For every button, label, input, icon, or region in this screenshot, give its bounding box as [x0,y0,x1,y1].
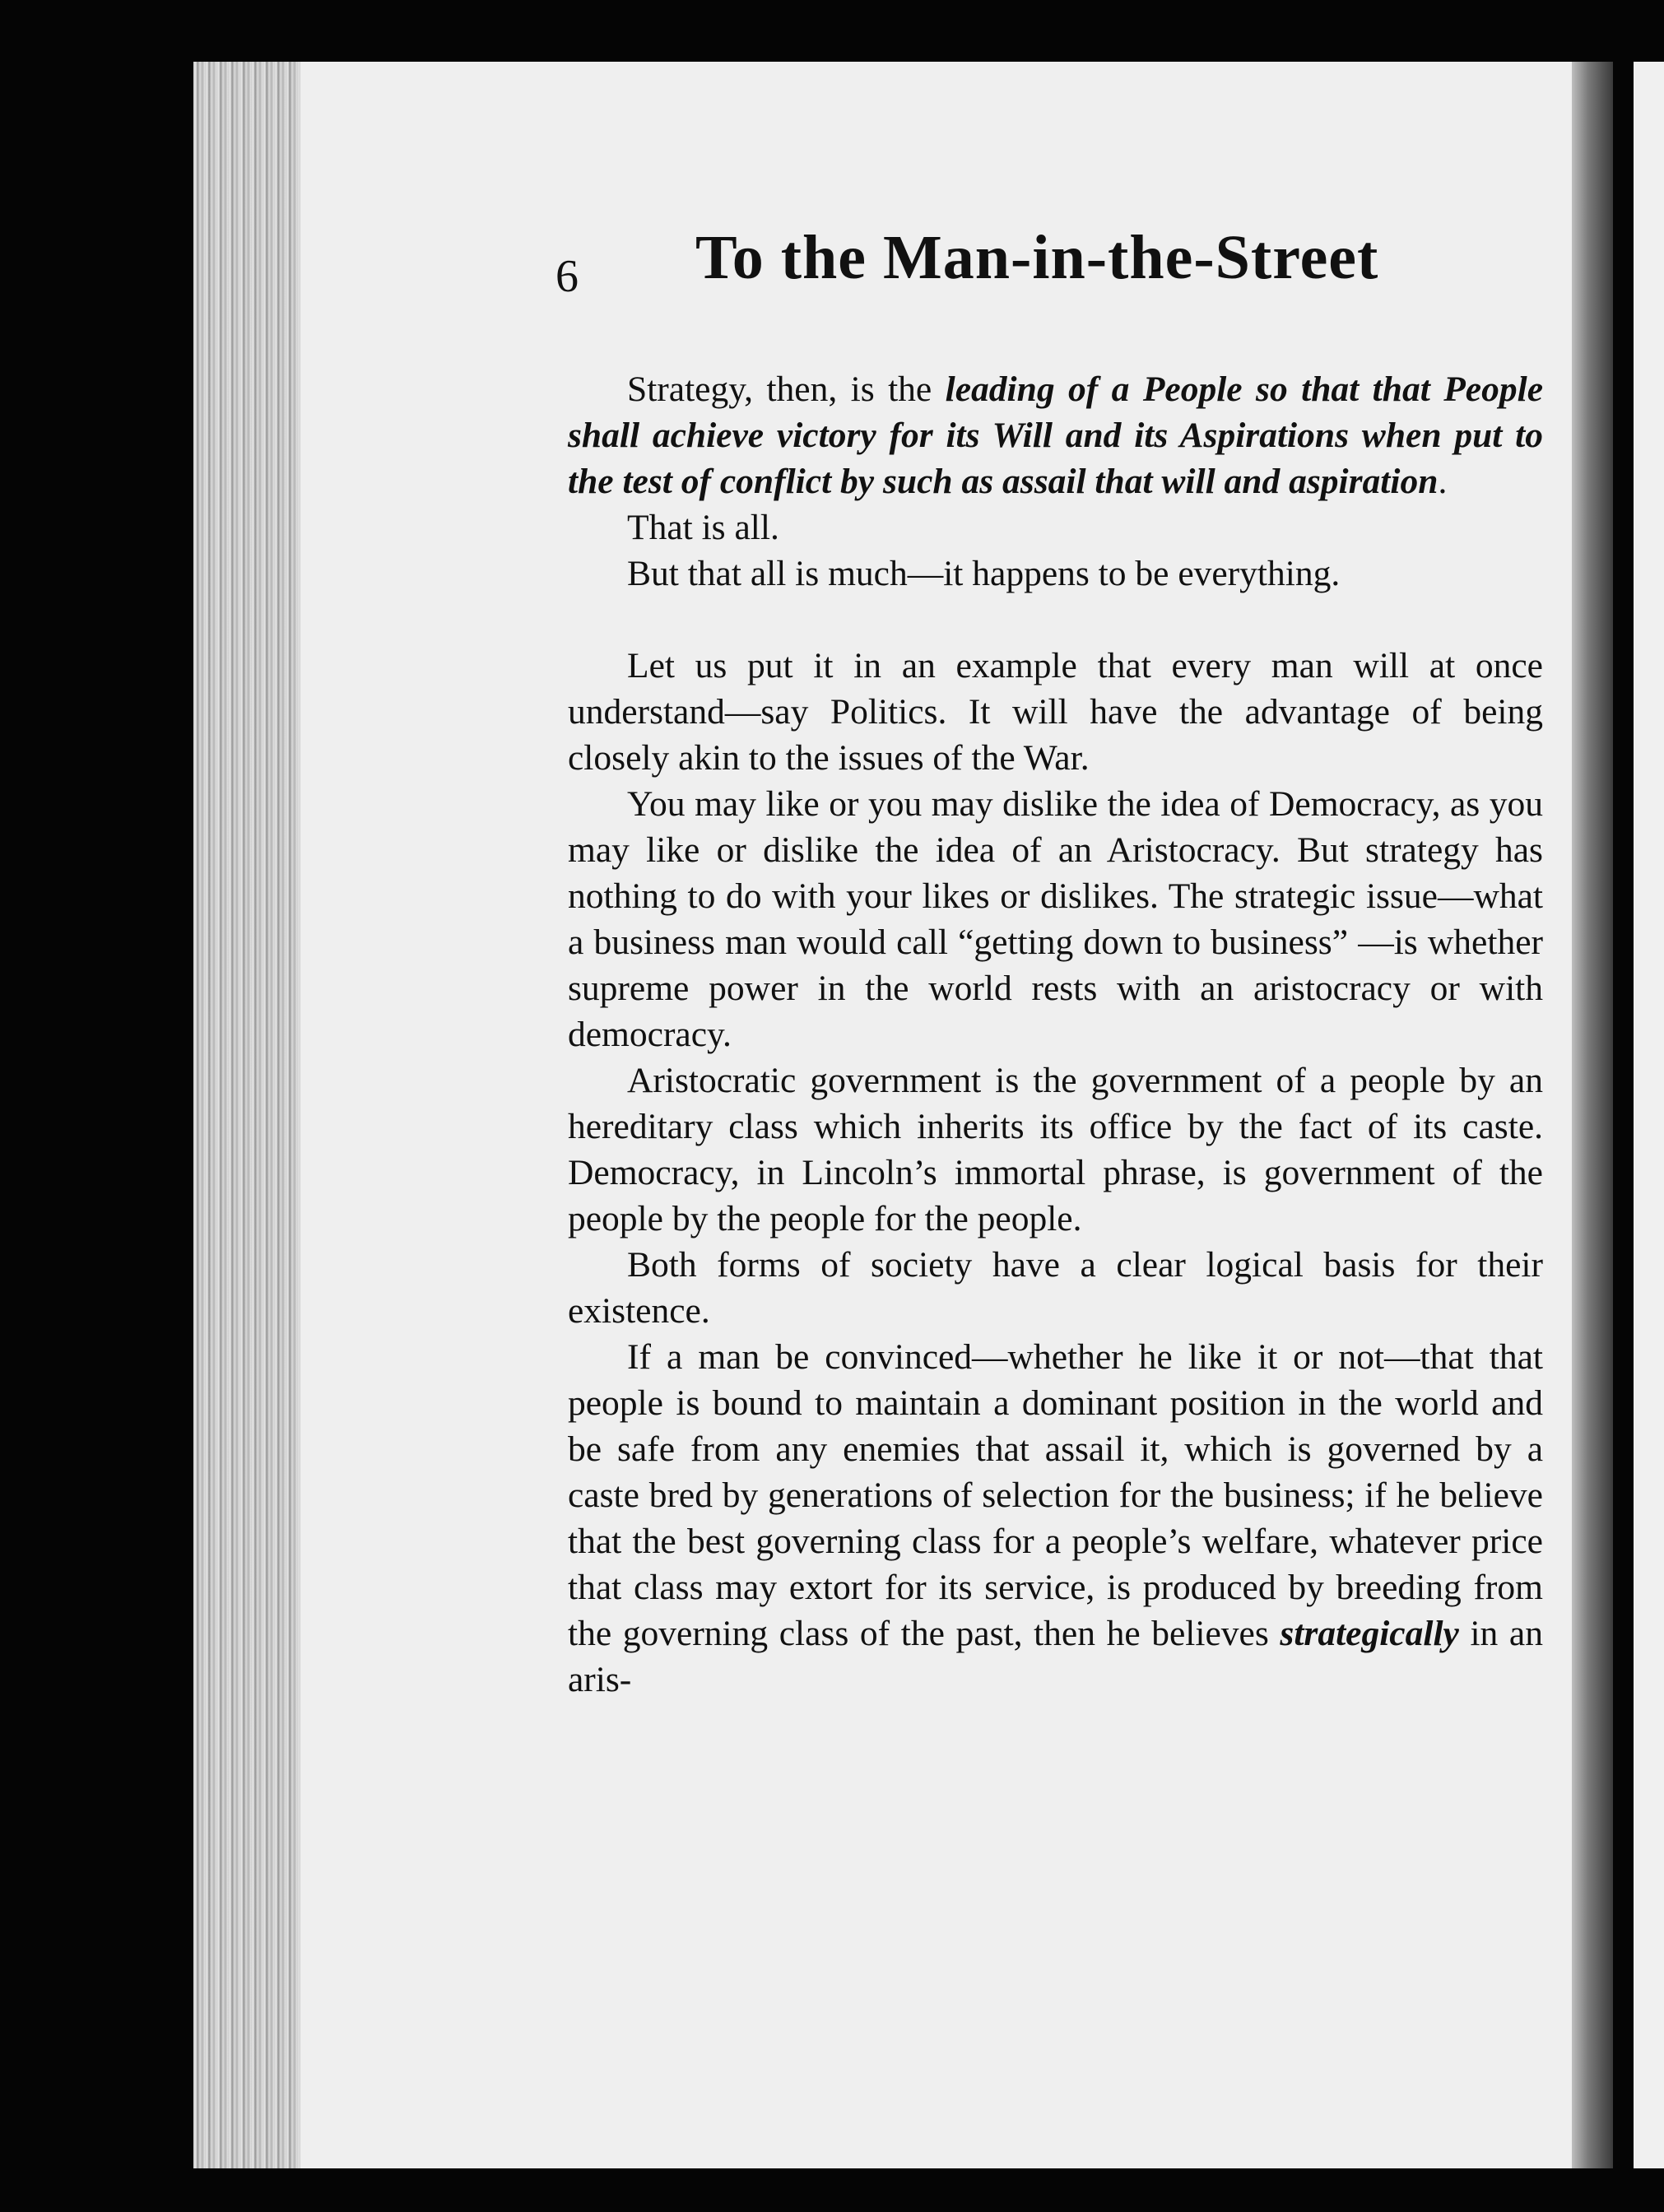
paragraph: Let us put it in an example that every man will at once understand—say Politics. It will have the advantage of being closely akin to the issues of the War. [568,646,1543,778]
book-page [300,62,1572,2168]
body-text [568,366,1543,1703]
emphasis-text: leading of a People so that that People shall achieve victory for its Will and its Aspirations when put to the test of conflict by such as assail that will and aspiration [568,369,1543,501]
paragraph-text: in an aris- [568,1614,1543,1699]
paragraph [568,1334,1543,1703]
section-gap [568,597,1543,643]
page-number: 6 [555,251,579,302]
paragraph-text: If a man be convinced—whether he like it or not—that that people is bound to maintain a dominant position in the world and be safe from any enemies that assail it, which is governed by a caste bred by generations of selection for the business; if he believe that the best governing class for a people’s welfare, whatever price that class may extort for its service, is produced by breeding from the governing class of the past, then he believes [568,1337,1543,1653]
running-title: To the Man-in-the-Street [695,223,1379,292]
paragraph [568,366,1543,504]
paragraph: That is all. [627,508,779,547]
paragraph: Both forms of society have a clear logical basis for their existence. [568,1245,1543,1331]
paragraph-text: . [1438,462,1448,501]
next-page-edge [1634,62,1664,2168]
paragraph: But that all is much—it happens to be everything. [627,554,1341,593]
paragraph: You may like or you may dislike the idea of Democracy, as you may like or dislike the idea of an Aristocracy. But strategy has nothing to do with your likes or dislikes. The strategic issue—what a business man would call “getting down to business” —is whether supreme power in the world rests with an aristocracy or with democracy. [568,784,1543,1054]
paragraph: Aristocratic government is the government of a people by an hereditary class which inherits its office by the fact of its caste. Democracy, in Lincoln’s immortal phrase, is government of the people by the people for the people. [568,1061,1543,1238]
paragraph-text: Strategy, then, is the [627,369,946,409]
gutter-shadow [1568,62,1613,2168]
page-header [555,222,1502,321]
page-block-edges [193,62,300,2168]
emphasis-text: strategically [1280,1614,1459,1653]
